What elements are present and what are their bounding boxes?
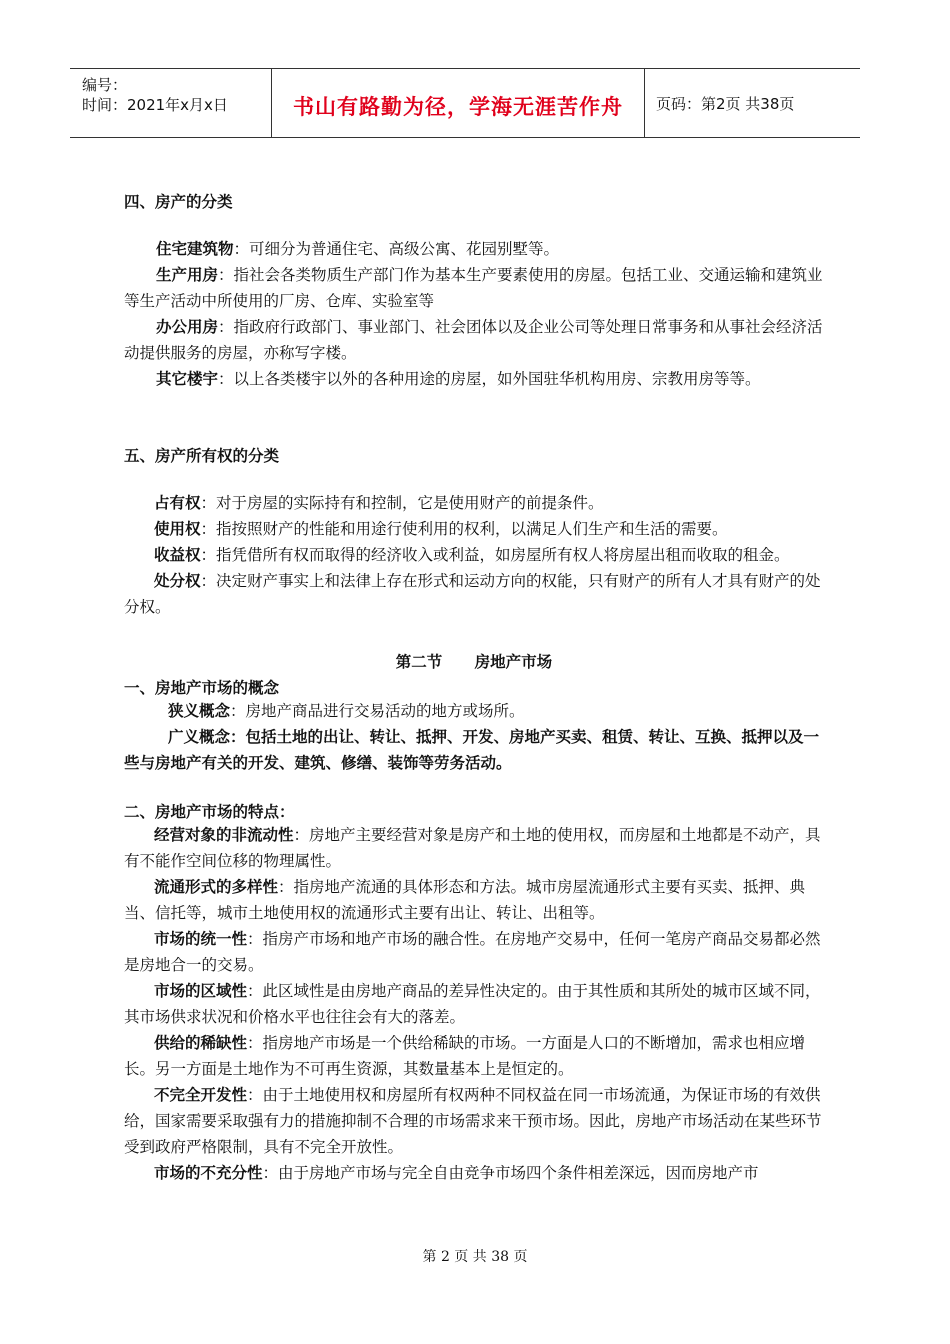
paragraph <box>124 516 824 542</box>
term-label: 不完全开发性 <box>154 1086 248 1104</box>
header-meta <box>82 75 228 115</box>
section-body <box>124 822 824 1186</box>
paragraph <box>124 874 824 926</box>
header-time: 时间：2021年x月x日 <box>82 96 228 114</box>
paragraph <box>124 314 824 366</box>
term-text: ：指政府行政部门、事业部门、社会团体以及企业公司等处理日常事务和从事社会经济活动提供服务的房屋，亦称写字楼。 <box>124 318 823 362</box>
paragraph <box>124 822 824 874</box>
term-label: 处分权 <box>154 572 201 590</box>
section-heading: 五、房产所有权的分类 <box>124 447 280 465</box>
section-heading: 四、房产的分类 <box>124 193 233 211</box>
term-label: 其它楼宇 <box>156 370 219 388</box>
term-text: ：指房地产市场是一个供给稀缺的市场。一方面是人口的不断增加，需求也相应增长。另一方面是土地作为不可再生资源，其数量基本上是恒定的。 <box>124 1034 806 1078</box>
paragraph <box>124 698 824 724</box>
term-label: 广义概念 <box>168 728 231 746</box>
term-text: ：指社会各类物质生产部门作为基本生产要素使用的房屋。包括工业、交通运输和建筑业等生产活动中所使用的厂房、仓库、实验室等 <box>124 266 823 310</box>
paragraph <box>124 236 824 262</box>
header-page-info: 页码：第2页 共38页 <box>656 95 795 113</box>
term-text: ：由于房地产市场与完全自由竞争市场四个条件相差深远，因而房地产市 <box>262 1164 759 1182</box>
paragraph <box>124 1160 824 1186</box>
section-heading: 二、房地产市场的特点： <box>124 803 295 821</box>
term-label: 办公用房 <box>156 318 219 336</box>
term-text: ：房地产商品进行交易活动的地方或场所。 <box>230 702 525 720</box>
paragraph <box>124 1030 824 1082</box>
paragraph <box>124 490 824 516</box>
section-body <box>124 236 824 392</box>
term-label: 收益权 <box>154 546 201 564</box>
paragraph <box>124 724 824 776</box>
term-text: ：房地产主要经营对象是房产和土地的使用权，而房屋和土地都是不动产，具有不能作空间位移的物理属性。 <box>124 826 821 870</box>
term-text: ：指按照财产的性能和用途行使利用的权利，以满足人们生产和生活的需要。 <box>200 520 728 538</box>
page-header <box>70 68 860 138</box>
section-heading: 一、房地产市场的概念 <box>124 679 280 697</box>
paragraph <box>124 262 824 314</box>
paragraph <box>124 568 824 620</box>
page-footer: 第 2 页 共 38 页 <box>422 1249 528 1265</box>
term-label: 使用权 <box>154 520 201 538</box>
term-text: ：由于土地使用权和房屋所有权两种不同权益在同一市场流通，为保证市场的有效供给，国家需要采取强有力的措施抑制不合理的市场需求来干预市场。因此，房地产市场活动在某些环节受到政府严格限制，具有不完全开放性。 <box>124 1086 822 1156</box>
header-motto: 书山有路勤为径，学海无涯苦作舟 <box>293 94 623 119</box>
term-text: ：可细分为普通住宅、高级公寓、花园别墅等。 <box>233 240 560 258</box>
paragraph <box>124 926 824 978</box>
section-body <box>124 490 824 620</box>
paragraph <box>124 542 824 568</box>
term-text: ：指凭借所有权而取得的经济收入或利益，如房屋所有权人将房屋出租而收取的租金。 <box>200 546 790 564</box>
term-text: ：以上各类楼宇以外的各种用途的房屋，如外国驻华机构用房、宗教用房等等。 <box>218 370 761 388</box>
paragraph <box>124 978 824 1030</box>
term-label: 市场的统一性 <box>154 930 248 948</box>
term-text: ：指房产市场和地产市场的融合性。在房地产交易中，任何一笔房产商品交易都必然是房地合一的交易。 <box>124 930 821 974</box>
term-label: 市场的不充分性 <box>154 1164 263 1182</box>
header-number-label: 编号： <box>82 76 128 94</box>
paragraph <box>124 366 824 392</box>
document-body <box>124 180 824 1186</box>
term-label: 市场的区域性 <box>154 982 248 1000</box>
term-text: ：包括土地的出让、转让、抵押、开发、房地产买卖、租赁、转让、互换、抵押以及一些与房地产有关的开发、建筑、修缮、装饰等劳务活动。 <box>124 728 820 772</box>
section-body <box>124 698 824 776</box>
term-label: 供给的稀缺性 <box>154 1034 248 1052</box>
chapter-title: 第二节 房地产市场 <box>395 653 553 671</box>
term-label: 生产用房 <box>156 266 219 284</box>
term-text: ：指房地产流通的具体形态和方法。城市房屋流通形式主要有买卖、抵押、典当、信托等，城市土地使用权的流通形式主要有出让、转让、出租等。 <box>124 878 806 922</box>
term-text: ：决定财产事实上和法律上存在形式和运动方向的权能，只有财产的所有人才具有财产的处分权。 <box>124 572 821 616</box>
term-label: 狭义概念 <box>168 702 231 720</box>
term-label: 占有权 <box>154 494 201 512</box>
term-text: ：此区域性是由房地产商品的差异性决定的。由于其性质和其所处的城市区域不同，其市场供求状况和价格水平也往往会有大的落差。 <box>124 982 821 1026</box>
header-divider <box>644 69 645 137</box>
term-text: ：对于房屋的实际持有和控制，它是使用财产的前提条件。 <box>200 494 604 512</box>
term-label: 经营对象的非流动性 <box>154 826 294 844</box>
paragraph <box>124 1082 824 1160</box>
term-label: 住宅建筑物 <box>156 240 234 258</box>
term-label: 流通形式的多样性 <box>154 878 279 896</box>
